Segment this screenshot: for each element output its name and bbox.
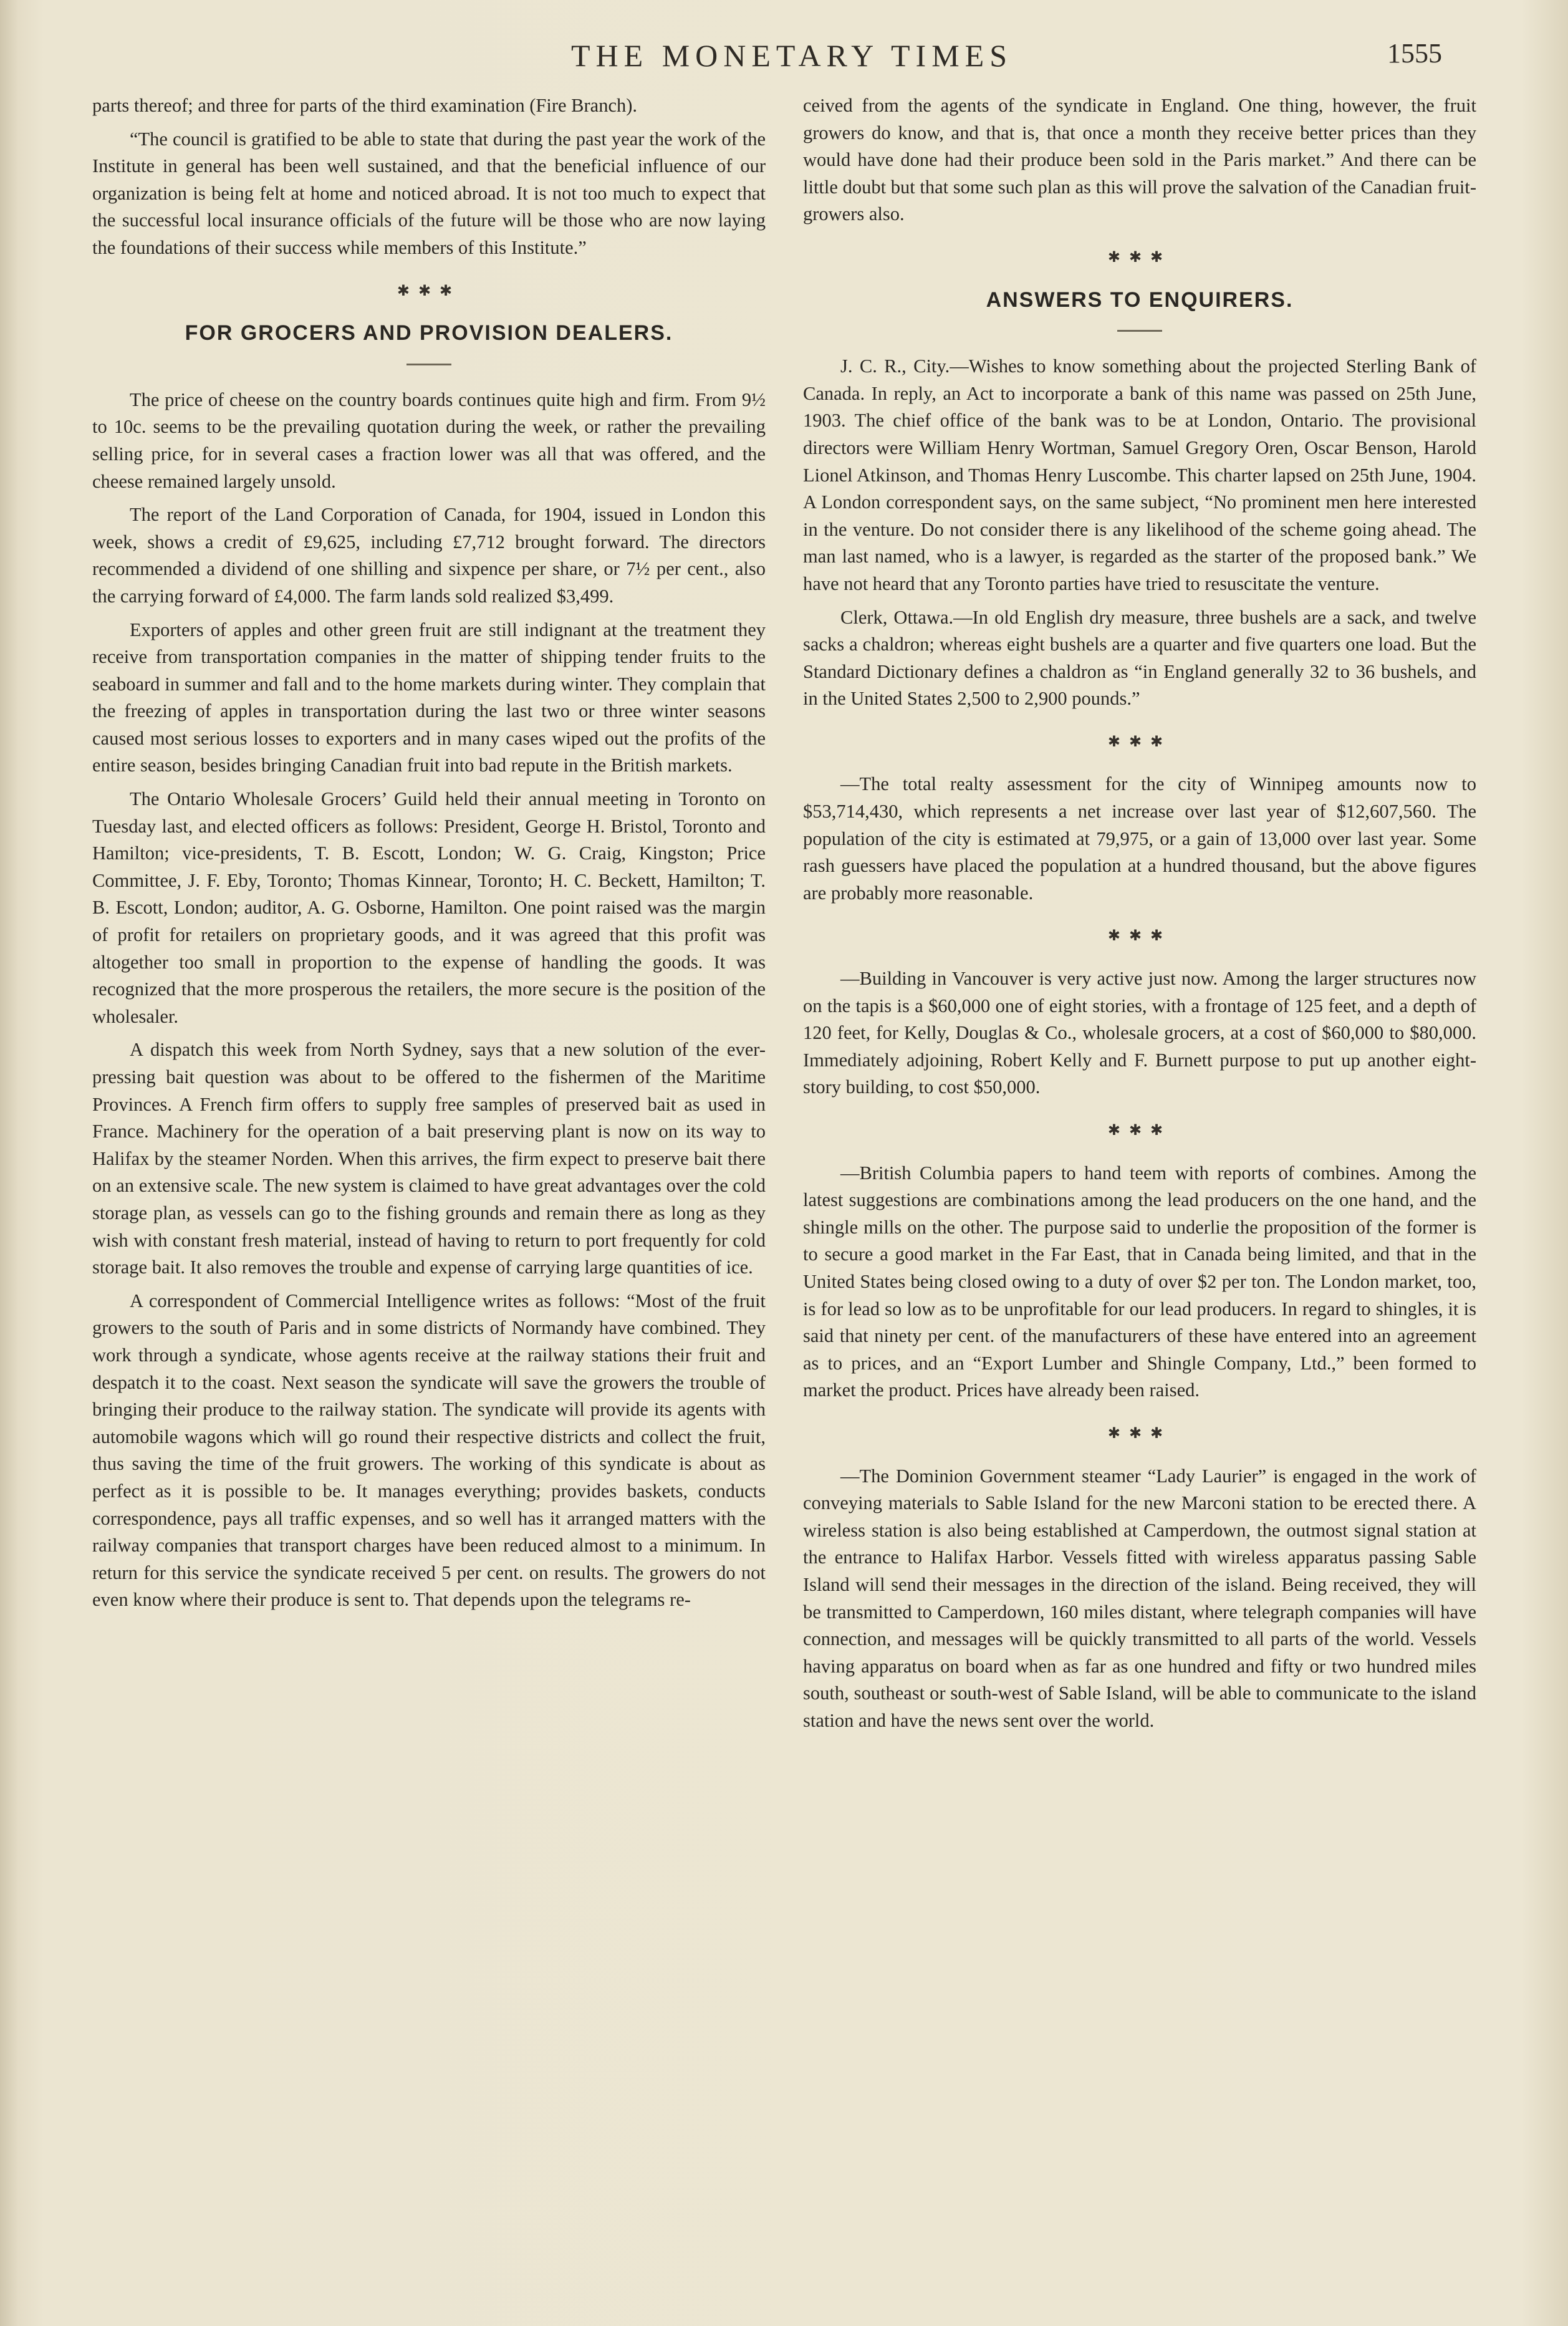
- article-paragraph: The Ontario Wholesale Grocers’ Guild held their annual meeting in Toronto on Tuesday last, and elected officers as follows: President, George H. Bristol, Toronto and Hamilton; vice-presidents, T. B. Escott, London; W. G. Craig, Kingston; Price Committee, J. F. Eby, Toronto; Thomas Kinnear, Toronto; H. C. Beckett, Hamilton; T. B. Escott, London; auditor, A. G. Osborne, Hamilton. One point raised was the margin of profit for retailers on proprietary goods, and it was agreed that this profit was altogether too small in proportion to the expense of handling the goods. It was recognized that the more prosperous the retailers, the more secure is the position of the wholesaler.: [92, 788, 766, 1027]
- page-header: [0, 32, 1568, 82]
- news-item: —Building in Vancouver is very active just now. Among the larger structures now on the tapis is a $60,000 one of eight stories, with a frontage of 125 feet, and a depth of 120 feet, for Kelly, Douglas & Co., wholesale grocers, at a cost of $60,000 to $80,000. Immediately adjoining, Robert Kelly and F. Burnett purpose to put up another eight-story building, to cost $50,000.: [803, 968, 1476, 1098]
- section-divider-stars: ✱✱✱: [1107, 928, 1172, 945]
- heading-rule: [1117, 330, 1162, 332]
- section-divider-stars: ✱✱✱: [1107, 249, 1172, 266]
- left-column: [92, 92, 766, 1614]
- section-heading-enquirers: ANSWERS TO ENQUIRERS.: [986, 287, 1294, 312]
- news-item: —British Columbia papers to hand teem with reports of combines. Among the latest suggestions are combinations among the lead producers on the one hand, and the shingle mills on the other. The purpose said to underlie the proposition of the former is to secure a good market in the Far East, that in Canada being limited, and that in the United States being closed owing to a duty of over $2 per ton. The London market, too, is for lead so low as to be unprofitable for our lead producers. In regard to shingles, it is said that ninety per cent. of the manufacturers of these have entered into an agreement as to prices, and an “Export Lumber and Shingle Company, Ltd.,” been formed to market the product. Prices have already been raised.: [803, 1162, 1476, 1401]
- article-paragraph: A dispatch this week from North Sydney, says that a new solution of the ever-pressing bait question was about to be offered to the fishermen of the Maritime Provinces. A French firm offers to supply free samples of preserved bait as used in France. Machinery for the operation of a bait preserving plant is now on its way to Halifax by the steamer Norden. When this arrives, the firm expect to preserve bait there on an extensive scale. The new system is claimed to have great advantages over the cold storage plan, as vessels can go to the fishing grounds and remain there as long as they wish with constant fresh material, instead of having to return to port frequently for cold storage bait. It also removes the trouble and expense of carrying large quantities of ice.: [92, 1039, 766, 1278]
- continued-paragraph: parts thereof; and three for parts of the third examination (Fire Branch).: [92, 95, 638, 116]
- quote-paragraph: “The council is gratified to be able to state that during the past year the work of the Institute in general has been well sustained, and that the beneficial influence of our organization is being felt at home and noticed abroad. It is not too much to expect that the successful local insurance officials of the future will be those who are now laying the foundations of their success while members of this Institute.”: [92, 128, 766, 258]
- section-divider-stars: ✱✱✱: [1107, 1122, 1172, 1139]
- heading-rule: [406, 364, 451, 365]
- section-heading-grocers: FOR GROCERS AND PROVISION DEALERS.: [185, 321, 673, 345]
- section-divider-stars: ✱✱✱: [397, 282, 461, 299]
- answer-paragraph: Clerk, Ottawa.—In old English dry measure, three bushels are a sack, and twelve sacks a chaldron; whereas eight bushels are a quarter and five quarters one load. But the Standard Dictionary defines a chaldron as “in England generally 32 to 36 bushels, and in the United States 2,500 to 2,900 pounds.”: [803, 606, 1476, 710]
- publication-title: THE MONETARY TIMES: [571, 38, 1012, 73]
- article-paragraph: Exporters of apples and other green fruit are still indignant at the treatment they receive from transportation companies in the matter of shipping tender fruits to the seaboard in summer and fall and to the home markets during winter. They complain that the freezing of apples in transportation during the last two or three winter seasons caused most serious losses to exporters and in many cases wiped out the profits of the entire season, besides bringing Canadian fruit into bad repute in the British markets.: [92, 619, 766, 776]
- page-number: 1555: [1387, 38, 1442, 69]
- answer-paragraph: J. C. R., City.—Wishes to know something about the projected Sterling Bank of Canada. In reply, an Act to incorporate a bank of this name was passed on 25th June, 1903. The chief office of the bank was to be at London, Ontario. The provisional directors were William Henry Wortman, Samuel Gregory Oren, Oscar Benson, Harold Lionel Atkinson, and Thomas Henry Luscombe. This charter lapsed on 25th June, 1904. A London correspondent says, on the same subject, “No prominent men here interested in the venture. Do not consider there is any likelihood of the scheme going ahead. The man last named, who is a lawyer, is regarded as the starter of the proposed bank.” We have not heard that any Toronto parties have tried to resuscitate the venture.: [803, 355, 1476, 594]
- continued-paragraph: ceived from the agents of the syndicate in England. One thing, however, the fruit growers do know, and that is, that once a month they receive better prices than they would have done had their produce been sold in the Paris market.” And there can be little doubt but that some such plan as this will prove the salvation of the Canadian fruit-growers also.: [803, 95, 1476, 225]
- article-paragraph: The report of the Land Corporation of Canada, for 1904, issued in London this week, shows a credit of £9,625, including £7,712 brought forward. The directors recommended a dividend of one shilling and sixpence per share, or 7½ per cent., also the carrying forward of £4,000. The farm lands sold realized $3,499.: [92, 504, 766, 607]
- article-paragraph: A correspondent of Commercial Intelligence writes as follows: “Most of the fruit growers to the south of Paris and in some districts of Normandy have combined. They work through a syndicate, whose agents receive at the railway stations their fruit and despatch it to the coast. Next season the syndicate will save the growers the trouble of bringing their produce to the railway station. The syndicate will provide its agents with automobile wagons which will go round their respective districts and collect the fruit, thus saving the time of the fruit growers. The working of this syndicate is about as perfect as it is possible to be. It manages everything; provides baskets, conducts correspondence, pays all traffic expenses, and so well has it arranged matters with the railway companies that transport charges have been reduced almost to a minimum. In return for this service the syndicate received 5 per cent. on results. The growers do not even know where their produce is sent to. That depends upon the telegrams re-: [92, 1290, 766, 1611]
- section-divider-stars: ✱✱✱: [1107, 1425, 1172, 1442]
- right-column: [803, 92, 1476, 1734]
- news-item: —The Dominion Government steamer “Lady Laurier” is engaged in the work of conveying materials to Sable Island for the new Marconi station to be erected there. A wireless station is also being established at Camperdown, the outmost signal station at the entrance to Halifax Harbor. Vessels fitted with wireless apparatus passing Sable Island will send their messages in the direction of the island. Being received, they will be transmitted to Camperdown, 160 miles distant, where telegraph companies will have connection, and messages will be quickly transmitted to all parts of the world. Vessels having apparatus on board when as far as one hundred and fifty or two hundred miles south, southeast or south-west of Sable Island, will be able to communicate to the island station and have the news sent over the world.: [803, 1465, 1476, 1731]
- article-paragraph: The price of cheese on the country boards continues quite high and firm. From 9½ to 10c. seems to be the prevailing quotation during the week, or rather the prevailing selling price, for in several cases a fraction lower was all that was offered, and the cheese remained largely unsold.: [92, 388, 766, 492]
- section-divider-stars: ✱✱✱: [1107, 733, 1172, 750]
- news-item: —The total realty assessment for the city of Winnipeg amounts now to $53,714,430, which represents a net increase over last year of $12,607,560. The population of the city is estimated at 79,975, or a gain of 13,000 over last year. Some rash guessers have placed the population at a hundred thousand, but the above figures are probably more reasonable.: [803, 773, 1476, 904]
